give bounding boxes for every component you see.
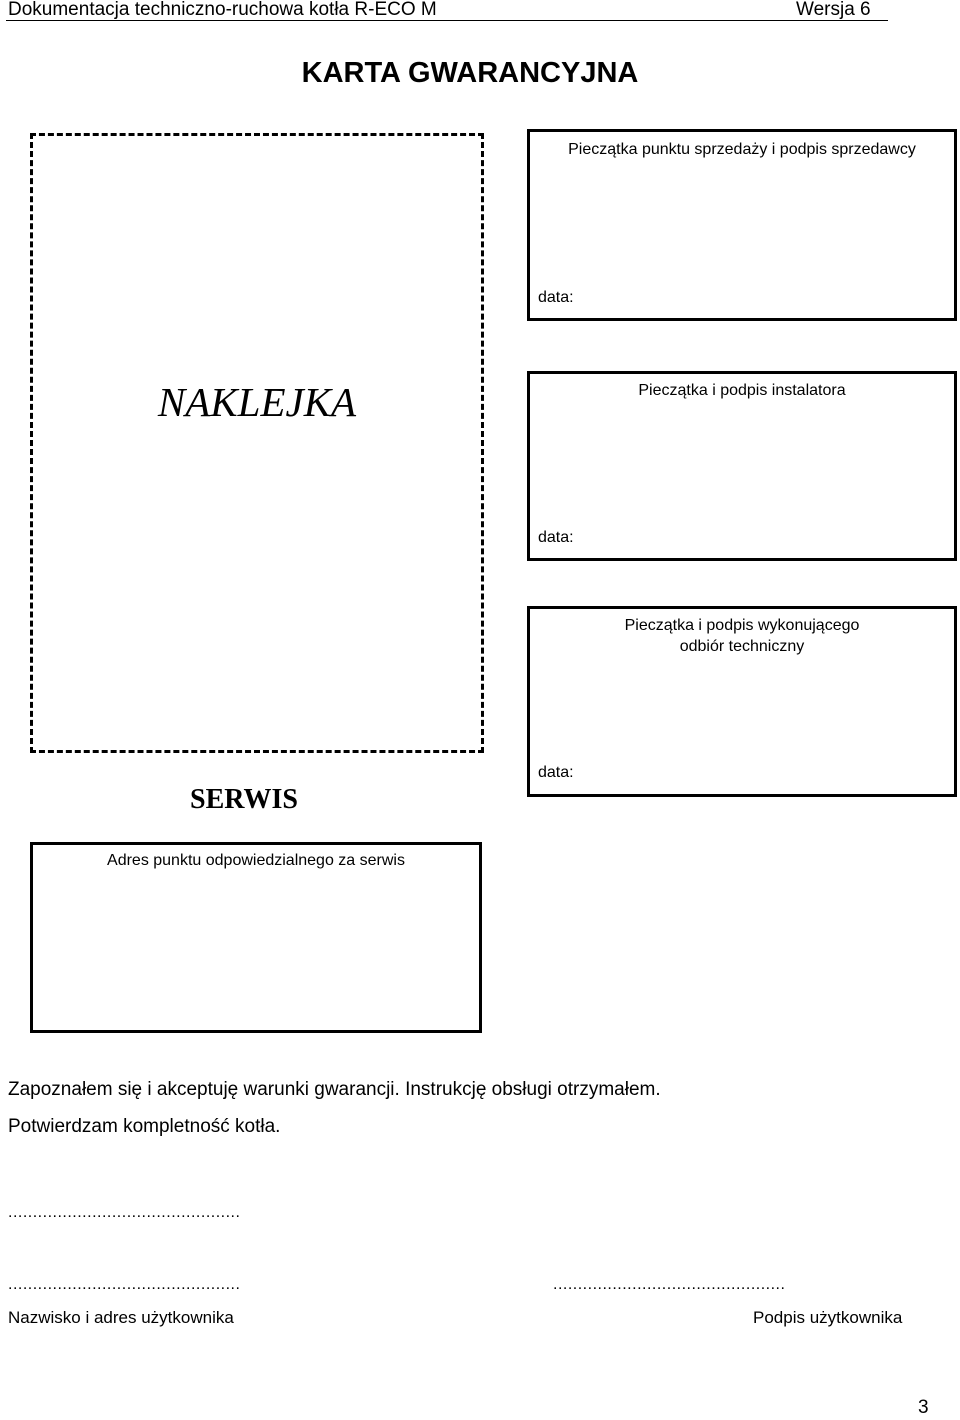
acceptance-stamp-box: [527, 606, 957, 797]
header-version: Wersja 6: [796, 0, 871, 20]
installer-stamp-title: Pieczątka i podpis instalatora: [638, 382, 846, 399]
statement-line-1: Zapoznałem się i akceptuję warunki gwarancji. Instrukcję obsługi otrzymałem.: [8, 1079, 661, 1100]
signature-dots-line-1: ...............................................: [8, 1204, 241, 1221]
user-signature-label: Podpis użytkownika: [753, 1308, 903, 1327]
user-name-address-label: Nazwisko i adres użytkownika: [8, 1308, 234, 1327]
sticker-label: NAKLEJKA: [157, 379, 357, 425]
header-divider: [6, 20, 888, 21]
service-address-box: [30, 842, 482, 1033]
acceptance-stamp-title-line2: odbiór techniczny: [679, 638, 805, 655]
page-number: 3: [918, 1397, 929, 1418]
signature-dots-left: ...............................................: [8, 1276, 241, 1293]
header-document-title: Dokumentacja techniczno-ruchowa kotła R-ECO M: [8, 0, 437, 20]
seller-stamp-title: Pieczątka punktu sprzedaży i podpis sprzedawcy: [568, 141, 916, 158]
page-title: KARTA GWARANCYJNA: [301, 57, 639, 89]
signature-dots-right: ...............................................: [553, 1276, 786, 1293]
acceptance-stamp-title-line1: Pieczątka i podpis wykonującego: [624, 617, 860, 634]
acceptance-date-label: data:: [538, 764, 574, 781]
installer-stamp-box: [527, 371, 957, 561]
sticker-area: [30, 133, 484, 753]
service-address-title: Adres punktu odpowiedzialnego za serwis: [107, 852, 405, 869]
service-heading: SERWIS: [190, 784, 298, 815]
seller-date-label: data:: [538, 289, 574, 306]
seller-stamp-box: [527, 129, 957, 321]
statement-line-2: Potwierdzam kompletność kotła.: [8, 1116, 281, 1137]
installer-date-label: data:: [538, 529, 574, 546]
